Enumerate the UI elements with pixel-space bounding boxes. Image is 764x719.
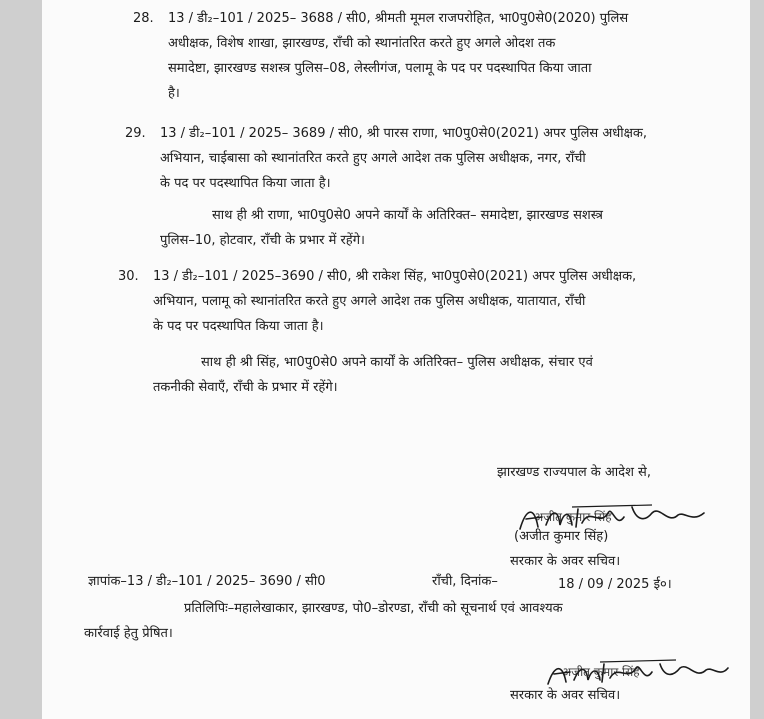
para-30-text: [153, 264, 738, 339]
para-30-line-1: 13 / डी₂–101 / 2025–3690 / सी0, श्री राकेश सिंह, भा0पु0से0(2021) अपर पुलिस अधीक्षक,: [153, 269, 637, 284]
para-29-extra-line-1: साथ ही श्री राणा, भा0पु0से0 अपने कार्यों के अतिरिक्त– समादेष्टा, झारखण्ड सशस्त्र: [212, 208, 603, 223]
memo-date: 18 / 09 / 2025 ई०।: [558, 577, 672, 592]
letter-body: [42, 0, 750, 719]
copy-to-block: [84, 596, 744, 646]
para-number-30: 30.: [118, 269, 139, 284]
order-line: झारखण्ड राज्यपाल के आदेश से,: [497, 465, 651, 480]
para-30-additional-charge: [153, 350, 738, 400]
para-28-text: [168, 6, 738, 106]
para-28-line-2: अधीक्षक, विशेष शाखा, झारखण्ड, राँची को स्थानांतरित करते हुए अगले ओदश तक: [168, 36, 556, 51]
document-page: [42, 0, 750, 719]
para-number-29: 29.: [125, 126, 146, 141]
copy-recipient-text: महालेखाकार, झारखण्ड, पो0–डोरण्डा, राँची को सूचनार्थ एवं आवश्यक: [234, 601, 563, 616]
para-30-line-3: के पद पर पदस्थापित किया जाता है।: [153, 319, 324, 334]
memo-number: ज्ञापांक–13 / डी₂–101 / 2025– 3690 / सी0: [88, 574, 326, 589]
copy-line-1: [84, 596, 744, 621]
para-28-line-4: है।: [168, 86, 180, 101]
final-signatory-designation: सरकार के अवर सचिव।: [510, 688, 621, 703]
para-number-28: 28.: [133, 11, 154, 26]
para-30-line-2: अभियान, पलामू को स्थानांतरित करते हुए अगले आदेश तक पुलिस अधीक्षक, यातायात, राँची: [153, 294, 586, 309]
para-29-extra-line-2: पुलिस–10, होटवार, राँची के प्रभार में रहेंगे।: [160, 233, 365, 248]
signatory-name: (अजीत कुमार सिंह): [514, 529, 609, 544]
para-29-line-2: अभियान, चाईबासा को स्थानांतरित करते हुए अगले आदेश तक पुलिस अधीक्षक, नगर, राँची: [160, 151, 586, 166]
para-30-extra-line-2: तकनीकी सेवाएँ, राँची के प्रभार में रहेंगे।: [153, 380, 338, 395]
signature-1-text: अजीत कुमार सिंह: [534, 510, 612, 524]
para-29-line-3: के पद पर पदस्थापित किया जाता है।: [160, 176, 331, 191]
para-29-additional-charge: [160, 203, 735, 253]
memo-place-label: राँची, दिनांक–: [432, 574, 498, 589]
signatory-designation: सरकार के अवर सचिव।: [510, 554, 621, 569]
para-29-line-1: 13 / डी₂–101 / 2025– 3689 / सी0, श्री पारस राणा, भा0पु0से0(2021) अपर पुलिस अधीक्षक,: [160, 126, 648, 141]
para-30-extra-line-1: साथ ही श्री सिंह, भा0पु0से0 अपने कार्यों के अतिरिक्त– पुलिस अधीक्षक, संचार एवं: [201, 355, 593, 370]
copy-line-2: कार्रवाई हेतु प्रेषित।: [84, 626, 173, 641]
para-28-line-3: समादेष्टा, झारखण्ड सशस्त्र पुलिस–08, लेस्लीगंज, पलामू के पद पर पदस्थापित किया जाता: [168, 61, 592, 76]
copy-label: प्रतिलिपिः–: [184, 601, 235, 616]
para-28-line-1: 13 / डी₂–101 / 2025– 3688 / सी0, श्रीमती मूमल राजपरोहित, भा0पु0से0(2020) पुलिस: [168, 11, 629, 26]
para-29-text: [160, 121, 735, 196]
signature-2-text: अजीत कुमार सिंह: [562, 665, 640, 679]
